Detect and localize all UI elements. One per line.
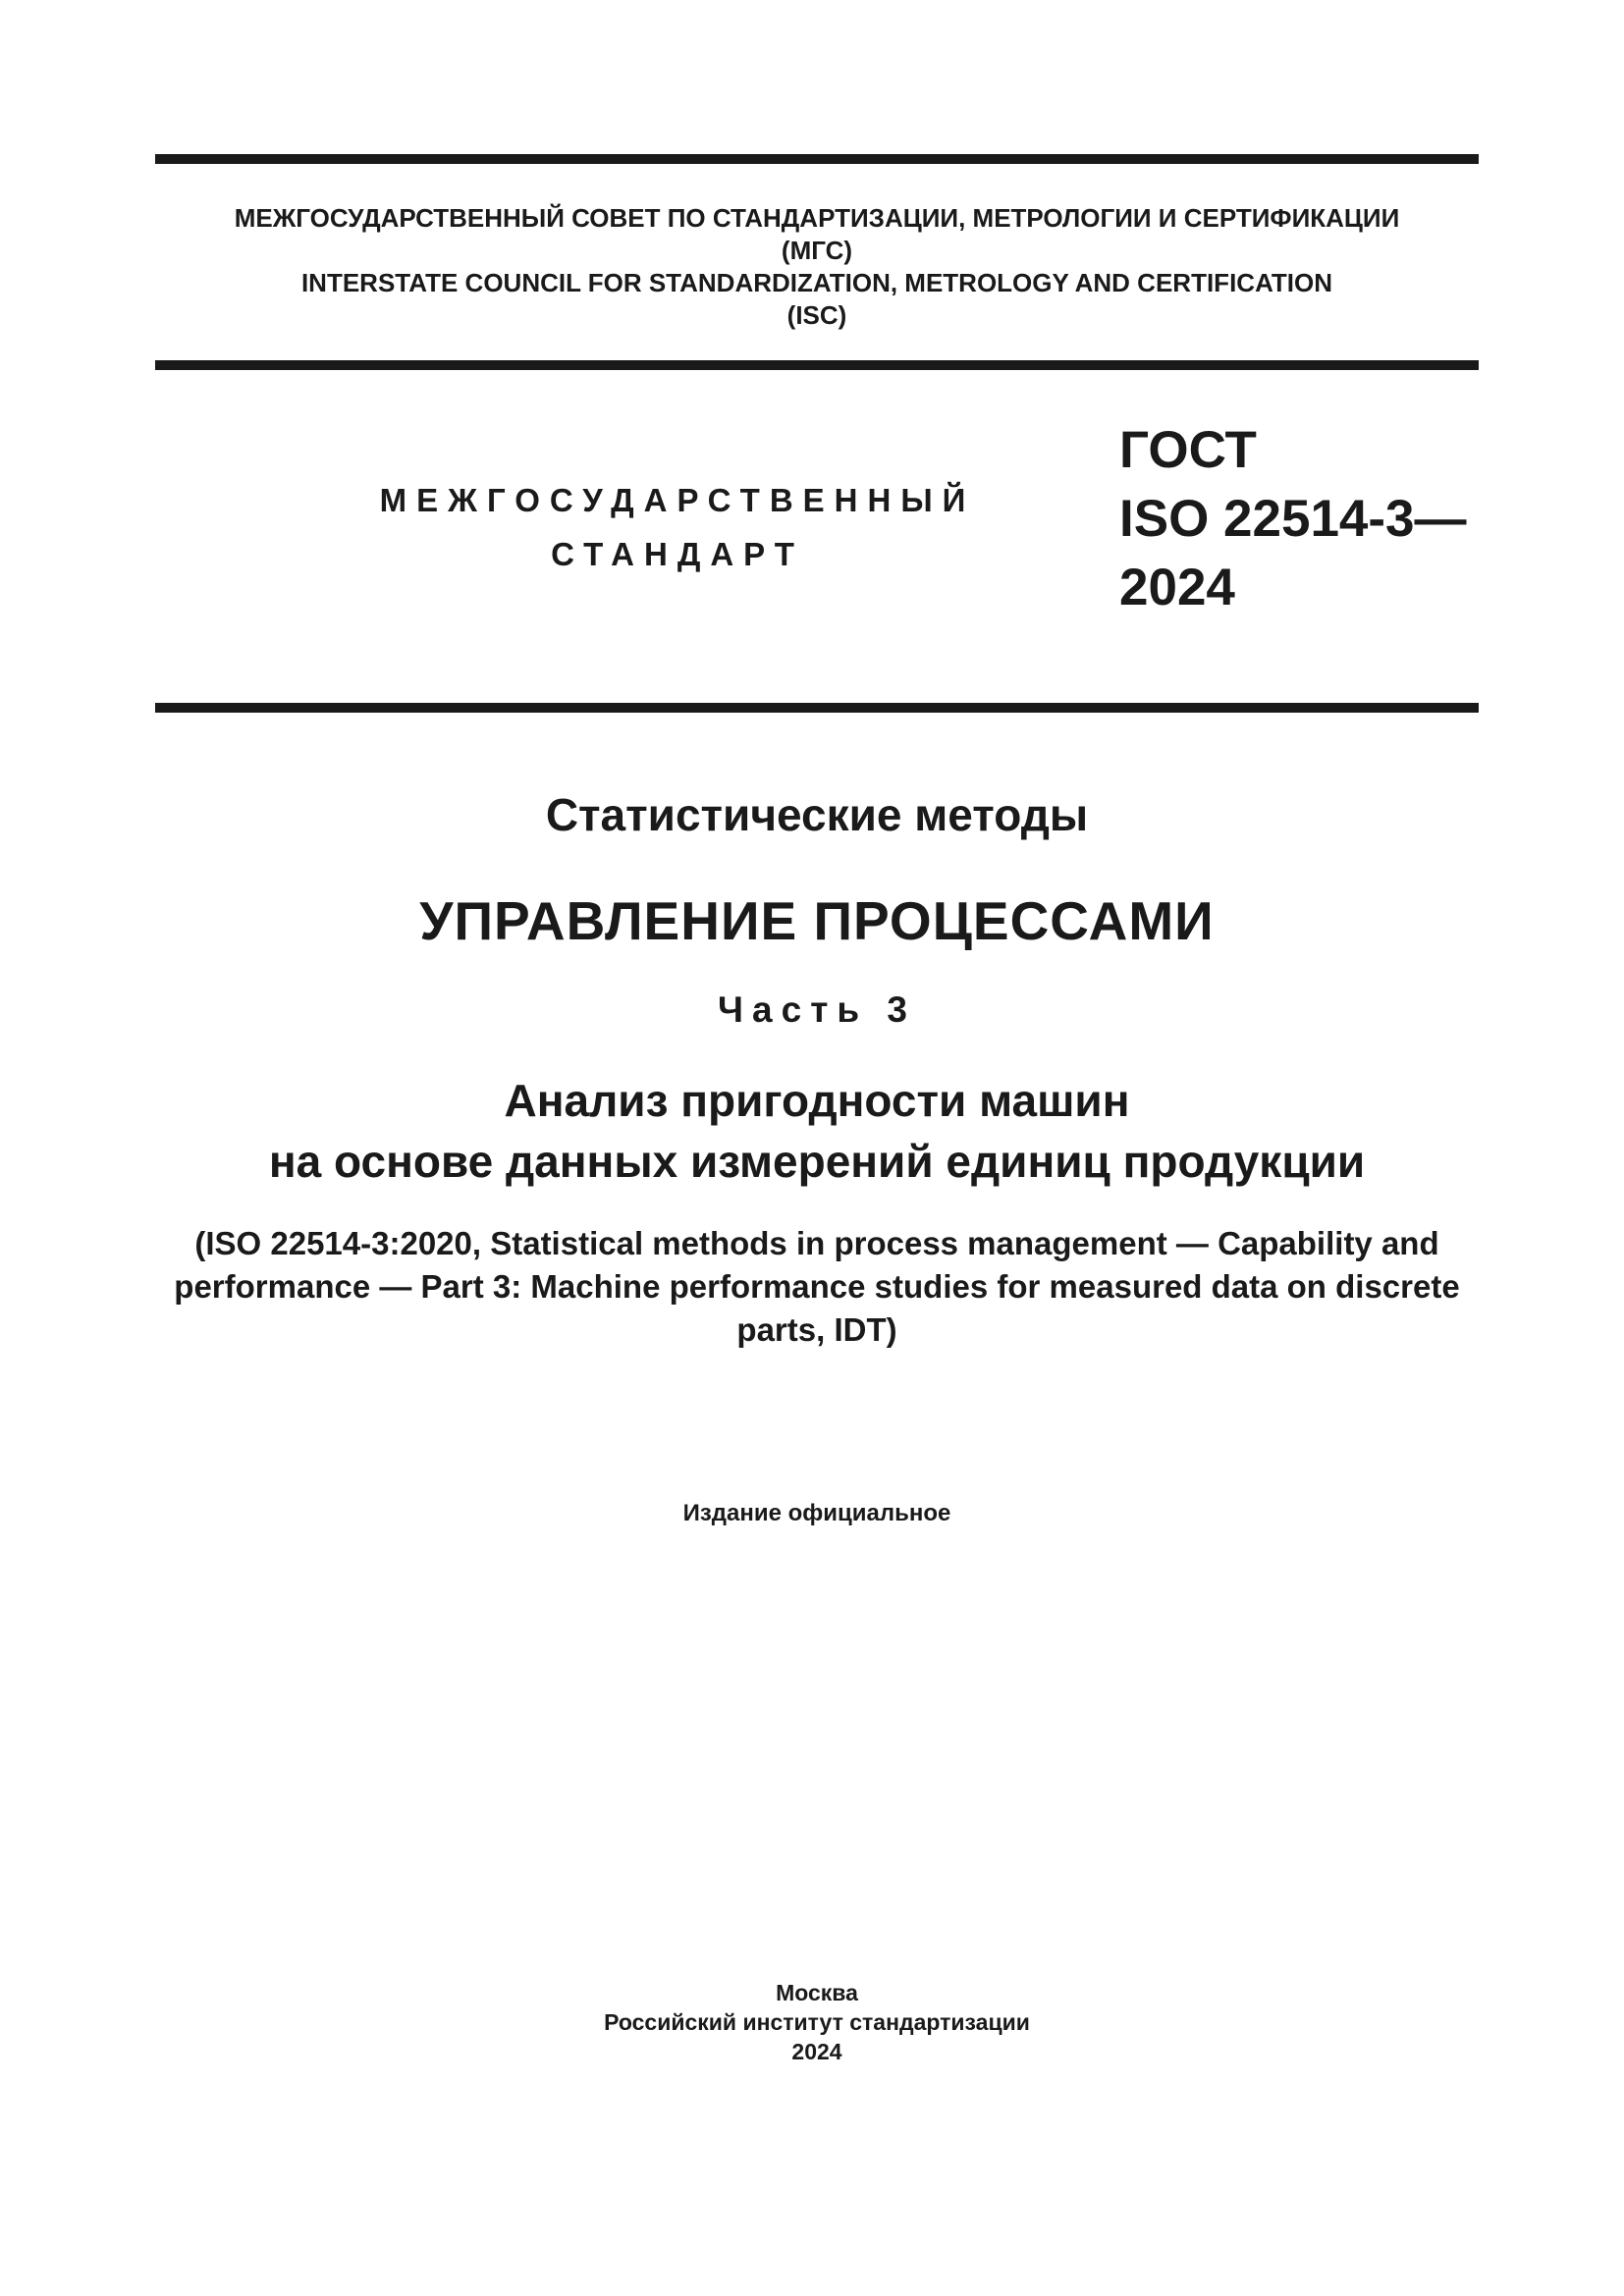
gost-iso-number: ISO 22514-3— [1119, 490, 1467, 548]
publisher-city: Москва [776, 1980, 858, 2005]
council-en-abbr: (ISC) [786, 300, 847, 330]
title-divider-rule [155, 703, 1479, 713]
title-category [155, 785, 1479, 844]
standard-type [353, 473, 1001, 581]
title-category-text: Статистические методы [545, 789, 1089, 840]
publisher-block [155, 1978, 1479, 2066]
iso-reference-line1: (ISO 22514-3:2020, Statistical methods in process management — Capability and [194, 1225, 1439, 1261]
council-ru-abbr: (МГС) [781, 236, 853, 265]
title-part [155, 986, 1479, 1035]
standard-type-line1: МЕЖГОСУДАРСТВЕННЫЙ [379, 482, 976, 518]
title-part-text: Часть 3 [718, 989, 916, 1030]
council-header [155, 202, 1479, 332]
council-divider-rule [155, 360, 1479, 370]
title-subtitle-line1: Анализ пригодности машин [504, 1075, 1130, 1126]
edition-text: Издание официальное [682, 1500, 951, 1526]
publisher-name: Российский институт стандартизации [604, 2009, 1030, 2035]
top-rule [155, 154, 1479, 164]
iso-reference-line2: performance — Part 3: Machine performance studies for measured data on discrete [174, 1268, 1460, 1305]
publisher-year: 2024 [791, 2039, 842, 2064]
edition-note [155, 1498, 1479, 1529]
title-main-text: УПРАВЛЕНИЕ ПРОЦЕССАМИ [419, 890, 1215, 951]
title-subtitle-line2: на основе данных измерений единиц продукции [268, 1136, 1366, 1187]
gost-designation [1119, 416, 1467, 622]
council-ru-name: МЕЖГОСУДАРСТВЕННЫЙ СОВЕТ ПО СТАНДАРТИЗАЦИИ, МЕТРОЛОГИИ И СЕРТИФИКАЦИИ [234, 203, 1400, 233]
iso-reference-line3: parts, IDT) [736, 1311, 897, 1348]
gost-year: 2024 [1119, 559, 1235, 616]
council-en-name: INTERSTATE COUNCIL FOR STANDARDIZATION, METROLOGY AND CERTIFICATION [300, 268, 1333, 297]
iso-reference [137, 1222, 1496, 1352]
title-subtitle [155, 1070, 1479, 1192]
standard-type-line2: СТАНДАРТ [551, 536, 804, 572]
title-main [155, 886, 1479, 955]
gost-label: ГОСТ [1119, 421, 1257, 479]
